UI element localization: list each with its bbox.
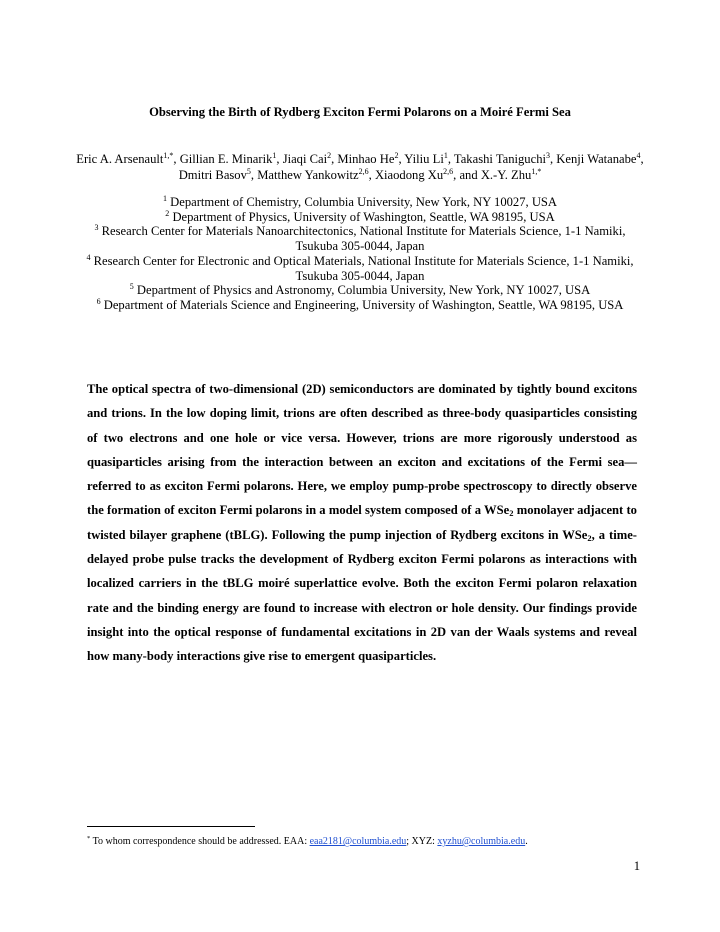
abstract: [87, 377, 637, 669]
footnote-divider: [87, 826, 255, 827]
author-name: Yiliu Li: [404, 152, 444, 166]
affiliation-number: 3: [94, 223, 99, 233]
author-separator: , and: [453, 168, 481, 182]
author-affiliation-marker: 2,6: [358, 167, 369, 176]
author-separator: ,: [331, 152, 338, 166]
abstract-text-2: monolayer adjacent to twisted bilayer graphene (tBLG). Following the pump injection of Rydberg excitons in WSe: [87, 503, 637, 542]
affiliation-text: Department of Physics, University of Washington, Seattle, WA 98195, USA: [172, 209, 555, 224]
affiliation-item: [80, 210, 640, 225]
affiliation-item: [80, 224, 640, 253]
author-affiliation-marker: 1,*: [163, 151, 174, 160]
footnote-marker: *: [87, 835, 91, 842]
author-separator: ,: [250, 168, 258, 182]
author-name: X.-Y. Zhu: [480, 168, 532, 182]
author-name: Minhao He: [337, 152, 395, 166]
abstract-text-3: , a time-delayed probe pulse tracks the development of Rydberg exciton Fermi polarons as interactions with localized carriers in the tBLG moiré superlattice evolve. Both the exciton Fermi polaron relaxation rate and the binding energy are found to increase with electron or hole density. Our findings provide insight into the optical response of fundamental excitations in 2D van der Waals systems and reveal how many-body interactions give rise to emergent quasiparticles.: [87, 527, 637, 664]
footnote-end: .: [525, 836, 528, 847]
author-name: Xiaodong Xu: [374, 168, 444, 182]
author-name: Gillian E. Minarik: [179, 152, 273, 166]
affiliation-number: 4: [86, 252, 91, 262]
author-name: Jiaqi Cai: [282, 152, 328, 166]
author-name: Eric A. Arsenault: [76, 152, 164, 166]
abstract-text-1: The optical spectra of two-dimensional (2D) semiconductors are dominated by tightly bound excitons and trions. In the low doping limit, trions are often described as three-body quasiparticles consisting of two electrons and one hole or vice versa. However, trions are more rigorously understood as quasiparticles arising from the interaction between an exciton and excitations of the Fermi sea—referred to as exciton Fermi polarons. Here, we employ pump-probe spectroscopy to directly observe the formation of exciton Fermi polarons in a model system composed of a WSe: [87, 382, 637, 518]
author-separator: ,: [550, 152, 557, 166]
author-affiliation-marker: 4: [636, 151, 641, 160]
affiliation-item: [80, 283, 640, 298]
author-affiliation-marker: 2: [394, 151, 399, 160]
affiliation-number: 1: [162, 194, 167, 203]
author-affiliation-marker: 5: [246, 167, 251, 176]
affiliation-number: 5: [129, 282, 134, 292]
author-affiliation-marker: 3: [546, 151, 550, 160]
affiliation-item: [80, 254, 640, 283]
author-affiliation-marker: 2,6: [443, 167, 454, 176]
author-affiliation-marker: 1: [272, 151, 277, 160]
affiliation-item: [80, 298, 640, 313]
affiliation-text: Research Center for Electronic and Optical Materials, National Institute for Materials Science, 1-1 Namiki, Tsukuba 305-0044, Japan: [93, 253, 634, 283]
author-separator: ,: [640, 152, 644, 166]
author-name: Matthew Yankowitz: [257, 168, 359, 182]
affiliation-number: 6: [96, 296, 101, 306]
author-affiliation-marker: 2: [327, 151, 332, 160]
affiliation-number: 2: [165, 208, 170, 218]
affiliation-text: Department of Physics and Astronomy, Columbia University, New York, NY 10027, USA: [136, 283, 591, 298]
correspondence-footnote: [87, 835, 647, 849]
author-affiliation-marker: 1: [443, 151, 448, 160]
email-link-xyz[interactable]: xyzhu@columbia.edu: [437, 836, 526, 847]
author-separator: ,: [173, 152, 180, 166]
author-separator: ,: [368, 168, 375, 182]
footnote-text: To whom correspondence should be addressed. EAA:: [90, 836, 310, 847]
affiliation-item: [80, 195, 640, 210]
page-number: 1: [633, 859, 640, 873]
affiliation-text: Research Center for Materials Nanoarchitectonics, National Institute for Materials Science, 1-1 Namiki, Tsukuba 305-0044, Japan: [101, 224, 626, 254]
email-link-eaa[interactable]: eaa2181@columbia.edu: [309, 836, 407, 847]
abstract-subscript-1: 2: [509, 508, 514, 519]
footnote-separator: ; XYZ:: [406, 836, 438, 847]
abstract-subscript-2: 2: [587, 532, 592, 543]
author-name: Kenji Watanabe: [556, 152, 637, 166]
affiliation-list: [80, 195, 640, 313]
author-separator: ,: [276, 152, 283, 166]
paper-title: Observing the Birth of Rydberg Exciton Fermi Polarons on a Moiré Fermi Sea: [149, 105, 571, 119]
author-name: Dmitri Basov: [178, 168, 247, 182]
affiliation-text: Department of Chemistry, Columbia University, New York, NY 10027, USA: [170, 195, 558, 209]
affiliation-text: Department of Materials Science and Engineering, University of Washington, Seattle, WA 98195, USA: [103, 297, 624, 312]
author-name: Takashi Taniguchi: [453, 152, 546, 166]
author-affiliation-marker: 1,*: [531, 167, 542, 176]
author-separator: ,: [398, 152, 405, 166]
author-list: [70, 151, 650, 183]
author-separator: ,: [447, 152, 454, 166]
